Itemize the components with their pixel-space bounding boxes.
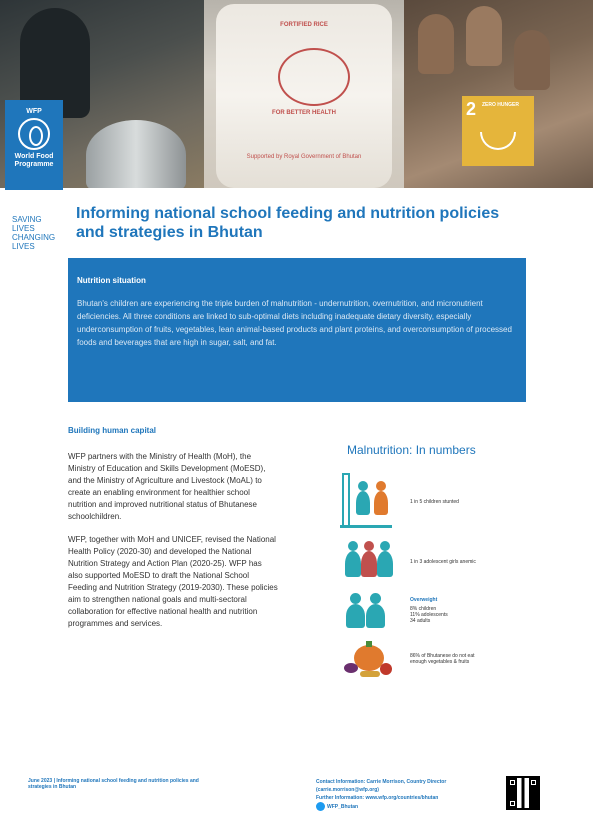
adolescent-girls-icon [340, 541, 400, 579]
photo-student [466, 6, 502, 66]
sdg-number: 2 [466, 99, 477, 119]
qr-code-icon[interactable] [506, 776, 540, 810]
slogan [12, 215, 72, 251]
stat-anemic-text: 1 in 3 adolescent girls anemic [410, 559, 476, 565]
building-human-capital-section [68, 426, 278, 641]
photo-fortified-rice-sack [204, 0, 404, 188]
vegetables-fruits-icon [340, 641, 400, 681]
sack-label-bottom: Supported by Royal Government of Bhutan [246, 154, 362, 160]
stat-overweight-adolescents: 11% adolescents [410, 612, 448, 618]
building-human-capital-heading: Building human capital [68, 426, 157, 435]
sack-children-illustration [278, 48, 350, 106]
malnutrition-numbers-section [340, 443, 530, 665]
wfp-logo [5, 100, 63, 190]
nutrition-situation-box [68, 258, 526, 402]
twitter-handle: WFP_Bhutan [327, 803, 359, 810]
wfp-name-line2: Programme [14, 161, 54, 168]
stat-vegetables [340, 641, 530, 683]
wfp-abbr: WFP [26, 108, 42, 115]
photo-student [418, 14, 454, 74]
footer-contact-block [316, 778, 496, 814]
rice-sack [216, 4, 392, 188]
stat-overweight-label: Overweight [410, 597, 438, 603]
overweight-children-icon [340, 593, 400, 631]
sdg-card [462, 96, 534, 166]
slogan-line: CHANGING [12, 233, 56, 242]
wfp-name-line1: World Food [14, 153, 54, 160]
slogan-line: LIVES [12, 242, 35, 251]
nutrition-situation-heading: Nutrition situation [77, 276, 146, 285]
twitter-icon [316, 802, 325, 811]
sack-label-mid: FOR BETTER HEALTH [272, 110, 336, 116]
footer-further-info-link[interactable]: Further Information: www.wfp.org/countries/bhutan [316, 795, 439, 801]
height-measure-children-icon [340, 473, 400, 529]
footer-contact: Contact Information: Carrie Morrison, Country Director (carrie.morrison@wfp.org) [316, 779, 447, 793]
building-paragraph-2: WFP, together with MoH and UNICEF, revised the National Health Policy (2020-30) and developed the National Nutrition Strategy and Action Plan (2020-25). WFP has also supported MoESD to draft the National School Feeding and Nutrition Strategy (2019-2030). These policies aim to strengthen national goals and multi-sectoral collaboration for effective national health and nutrition programmes and services. [68, 535, 278, 628]
stat-anemic [340, 541, 530, 581]
malnutrition-numbers-heading: Malnutrition: In numbers [347, 443, 476, 457]
photo-student [514, 30, 550, 90]
stat-overweight-children: 8% children [410, 606, 437, 612]
stat-overweight [340, 593, 530, 633]
nutrition-situation-body: Bhutan's children are experiencing the triple burden of malnutrition - undernutrition, overnutrition, and micronutrient deficiencies. All three conditions are linked to sub-optimal diets including inadequate dietary diversity, especially underconsumption of fruits, vegetables, lean animal-based products and plant proteins, and overconsumption of processed foods and beverages that are high in sugar, salt, and fat. [77, 299, 512, 347]
building-paragraph-1: WFP partners with the Ministry of Health (MoH), the Ministry of Education and Skills Development (MoESD), and the Ministry of Agriculture and Livestock (MoAL) to create an enabling environment for healthier school nutrition and improved nutritional status of Bhutanese schoolchildren. [68, 452, 266, 521]
header-photo-strip [0, 0, 593, 188]
footer-twitter[interactable] [316, 802, 358, 811]
stat-stunted-text: 1 in 5 children stunted [410, 499, 459, 505]
slogan-line: LIVES [12, 224, 35, 233]
bowl-icon [480, 132, 516, 150]
sack-label-top: FORTIFIED RICE [280, 22, 328, 28]
sdg-label: ZERO HUNGER [482, 102, 519, 108]
stat-vegetables-text: 86% of Bhutanese do not eat enough vegetables & fruits [410, 653, 475, 665]
stat-stunted [340, 473, 530, 533]
stat-overweight-adults: 34 adults [410, 618, 431, 624]
slogan-line: SAVING [12, 215, 42, 224]
stat-overweight-text [410, 597, 448, 624]
photo-cooking-pot [86, 120, 186, 188]
page-title: Informing national school feeding and nutrition policies and strategies in Bhutan [76, 205, 500, 241]
footer-date-title: June 2023 | Informing national school feeding and nutrition policies and strategies in Bhutan [28, 778, 199, 790]
wfp-emblem-icon [18, 118, 50, 150]
photo-students-with-sdg-card [404, 0, 593, 188]
